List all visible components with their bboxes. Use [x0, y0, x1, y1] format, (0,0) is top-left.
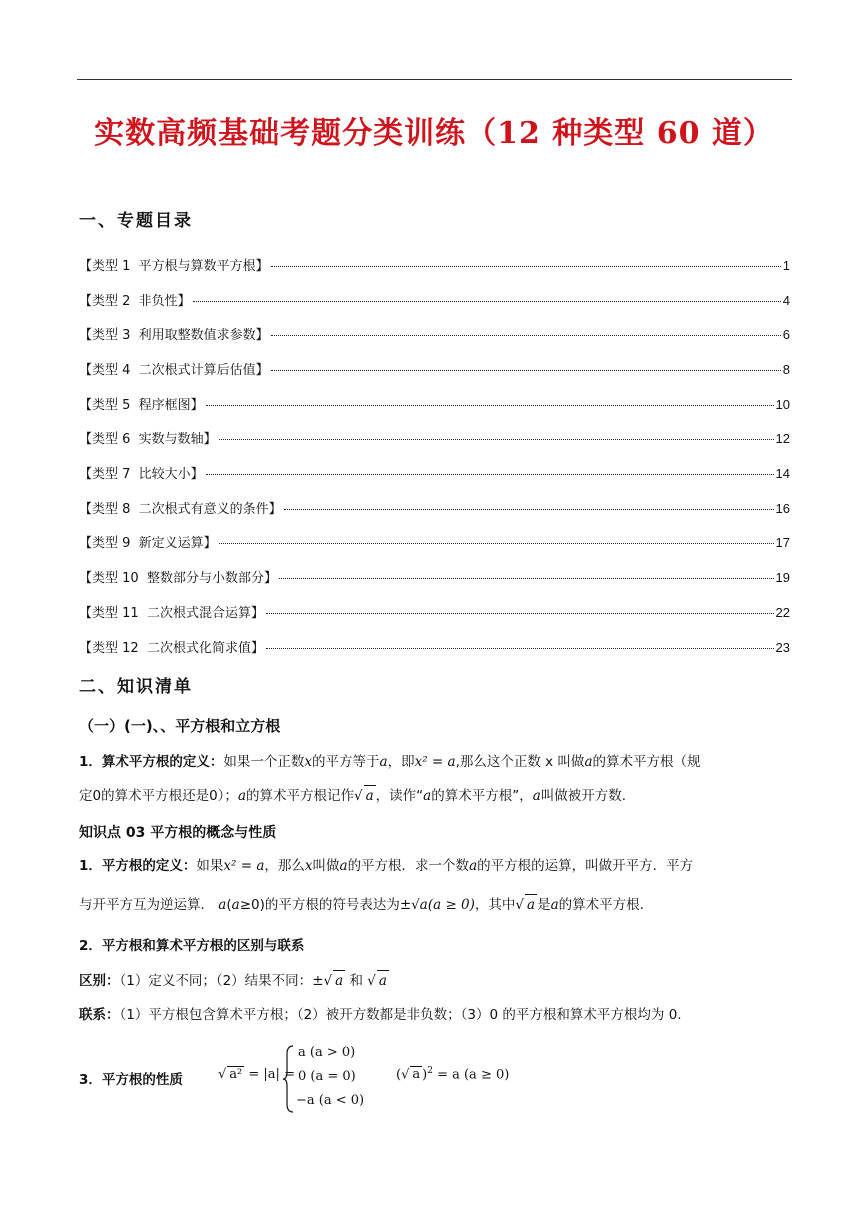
- toc-entry-label: 【类型 4 二次根式计算后估值】: [79, 363, 269, 378]
- top-rule: [77, 79, 792, 80]
- document-title: 实数高频基础考题分类训练（12 种类型 60 道）: [94, 116, 774, 151]
- toc-entry-page: 6: [782, 327, 790, 342]
- definition-1-line1: 1．算术平方根的定义：如果一个正数x的平方等于a，即x² = a,那么这个正数 x 叫做a的算术平方根（规: [79, 754, 701, 770]
- toc-entry-label: 【类型 1 平方根与算数平方根】: [79, 259, 269, 274]
- section-heading-toc: 一、专题目录: [79, 211, 193, 231]
- toc-entry[interactable]: [79, 428, 790, 450]
- toc-entry-page: 10: [775, 397, 790, 412]
- toc-entry-label: 【类型 7 比较大小】: [79, 467, 204, 482]
- toc-entry-page: 14: [775, 466, 790, 481]
- connection-line: 联系：（1）平方根包含算术平方根；（2）被开方数都是非负数；（3）0 的平方根和算术平方根均为 0.: [79, 1007, 682, 1023]
- toc-entry[interactable]: [79, 255, 790, 277]
- toc-entry-page: 12: [775, 431, 790, 446]
- toc-entry-page: 1: [782, 258, 790, 273]
- toc-leader-dots: [284, 509, 774, 510]
- subsection-heading: （一）(一)、、平方根和立方根: [79, 717, 281, 735]
- toc-leader-dots: [271, 370, 781, 371]
- toc-leader-dots: [266, 648, 774, 649]
- toc-leader-dots: [279, 578, 774, 579]
- toc-entry-label: 【类型 9 新定义运算】: [79, 536, 217, 551]
- toc-entry[interactable]: [79, 394, 790, 416]
- case-positive: a (a > 0): [298, 1045, 356, 1060]
- formula-abs-value: √ a² = |a| =: [218, 1067, 295, 1082]
- toc-leader-dots: [271, 335, 781, 336]
- case-zero: 0 (a = 0): [298, 1069, 356, 1084]
- toc-entry[interactable]: [79, 359, 790, 381]
- toc-entry[interactable]: [79, 463, 790, 485]
- toc-entry-label: 【类型 11 二次根式混合运算】: [79, 606, 264, 621]
- formula-square-of-root: (√ a )$^2$ = a (a ≥ 0): [396, 1066, 510, 1083]
- toc-entry-label: 【类型 8 二次根式有意义的条件】: [79, 502, 282, 517]
- toc-entry-page: 23: [775, 640, 790, 655]
- case-negative: −a (a < 0): [296, 1093, 365, 1108]
- toc-entry[interactable]: [79, 324, 790, 346]
- toc-entry-page: 17: [775, 535, 790, 550]
- toc-leader-dots: [219, 439, 774, 440]
- toc-leader-dots: [206, 405, 774, 406]
- toc-entry[interactable]: [79, 567, 790, 589]
- toc-leader-dots: [206, 474, 774, 475]
- toc-entry-label: 【类型 5 程序框图】: [79, 398, 204, 413]
- toc-leader-dots: [219, 543, 774, 544]
- toc-entry-page: 22: [775, 605, 790, 620]
- section-heading-knowledge: 二、知识清单: [79, 677, 193, 697]
- toc-entry-label: 【类型 6 实数与数轴】: [79, 432, 217, 447]
- toc-entry[interactable]: [79, 290, 790, 312]
- toc-entry-page: 4: [782, 293, 790, 308]
- toc-leader-dots: [271, 266, 781, 267]
- left-brace: [282, 1044, 296, 1114]
- definition-2-line2: 与开平方互为逆运算． a(a≥0)的平方根的符号表达为±√a(a ≥ 0)，其中√ a 是a的算术平方根.: [79, 894, 791, 915]
- toc-entry-label: 【类型 10 整数部分与小数部分】: [79, 571, 277, 586]
- difference-line: 区别：（1）定义不同；（2）结果不同：±√ a 和 √ a: [79, 970, 791, 991]
- toc-entry[interactable]: [79, 498, 790, 520]
- toc-leader-dots: [266, 613, 774, 614]
- knowledge-point-heading: 知识点 03 平方根的概念与性质: [79, 825, 277, 841]
- item-3-heading: 3．平方根的性质: [79, 1072, 183, 1088]
- toc-leader-dots: [193, 301, 781, 302]
- toc-entry-page: 16: [775, 501, 790, 516]
- toc-entry-page: 8: [782, 362, 790, 377]
- toc-entry[interactable]: [79, 637, 790, 659]
- toc-entry[interactable]: [79, 532, 790, 554]
- toc-entry-page: 19: [775, 570, 790, 585]
- item-2-heading: 2．平方根和算术平方根的区别与联系: [79, 938, 305, 954]
- definition-2-line1: 1．平方根的定义：如果x² = a，那么x叫做a的平方根．求一个数a的平方根的运算，叫做开平方．平方: [79, 858, 694, 874]
- toc-entry[interactable]: [79, 602, 790, 624]
- definition-1-line2: 定0的算术平方根还是0）；a的算术平方根记作√ a ，读作“a的算术平方根”，a叫做被开方数.: [79, 785, 791, 806]
- toc-entry-label: 【类型 3 利用取整数值求参数】: [79, 328, 269, 343]
- toc-entry-label: 【类型 12 二次根式化简求值】: [79, 641, 264, 656]
- toc-entry-label: 【类型 2 非负性】: [79, 294, 191, 309]
